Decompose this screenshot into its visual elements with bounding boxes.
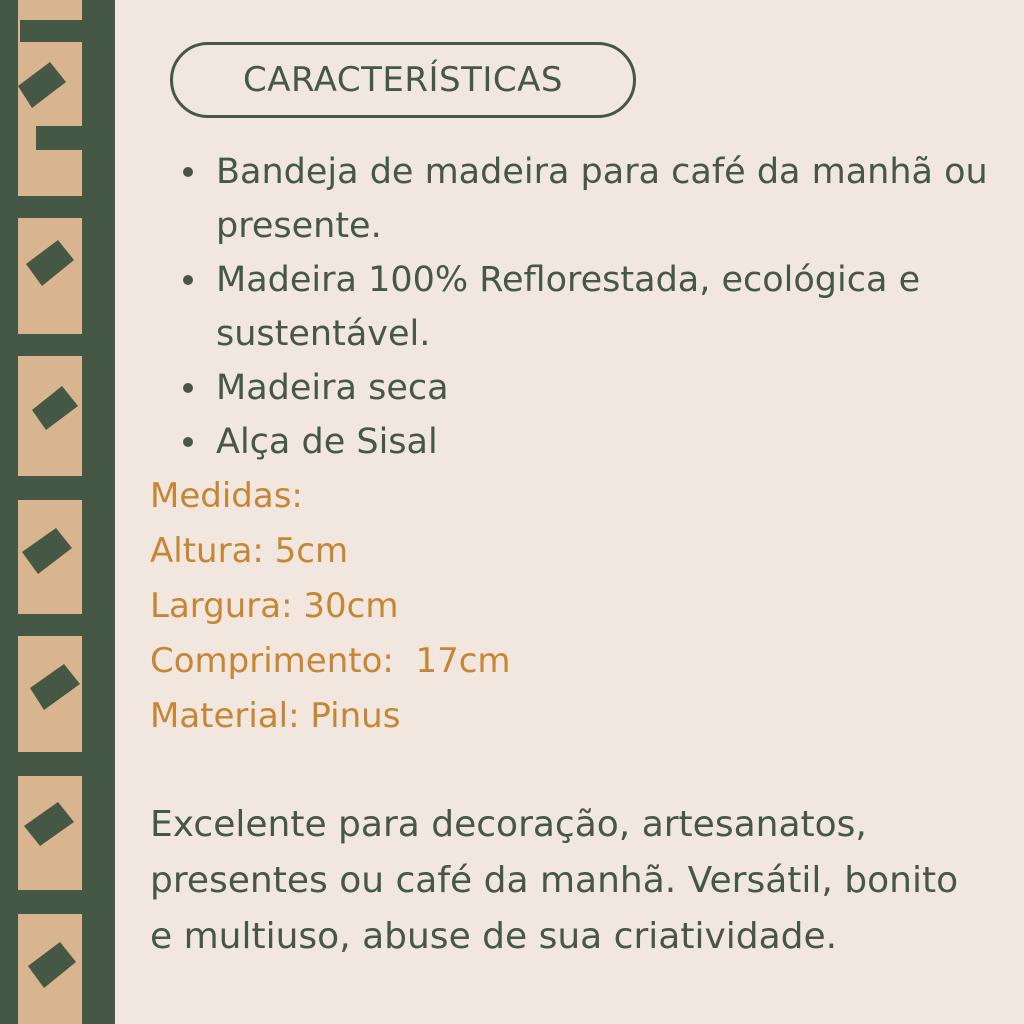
length-measure: Comprimento: 17cm: [150, 641, 511, 681]
features-list: [180, 145, 1000, 469]
characteristics-title-pill: [170, 42, 636, 118]
characteristics-title: CARACTERÍSTICAS: [242, 60, 563, 100]
measures-block: [150, 469, 850, 744]
feature-item: Bandeja de madeira para café da manhã ou presente.: [180, 145, 1000, 253]
feature-item: Madeira seca: [180, 361, 1000, 415]
width-measure: Largura: 30cm: [150, 586, 399, 626]
feature-item: Madeira 100% Reflorestada, ecológica e sustentável.: [180, 253, 1000, 361]
measures-heading: Medidas:: [150, 476, 303, 516]
height-measure: Altura: 5cm: [150, 531, 349, 571]
material-measure: Material: Pinus: [150, 696, 401, 736]
product-description: Excelente para decoração, artesanatos, presentes ou café da manhã. Versátil, bonito e multiuso, abuse de sua criatividade.: [150, 804, 959, 957]
feature-item: Alça de Sisal: [180, 415, 1000, 469]
